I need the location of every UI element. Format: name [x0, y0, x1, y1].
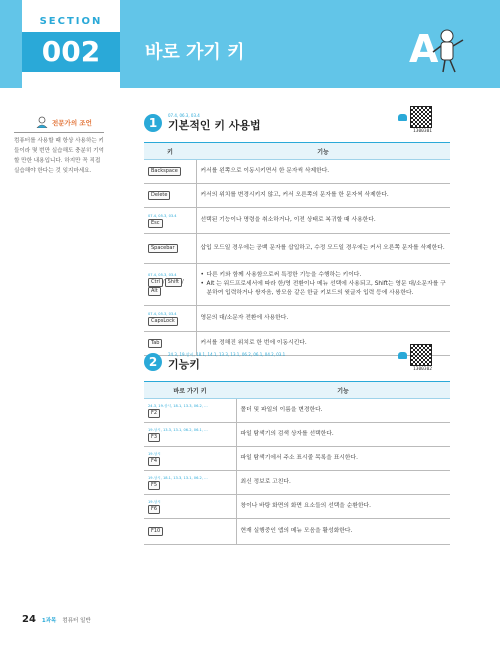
tip-text: 컴퓨터를 사용할 때 항상 사용하는 키들이라 몇 번만 실습해도 충분히 기억할 만한 내용입니다. 하지만 꼭 직접 실습해야 한다는 것 잊지마세요.	[14, 138, 104, 174]
row-desc: 커서를 정해진 위치로 한 번에 이동시킨다.	[196, 332, 450, 356]
tip-title: 전문가의 조언	[52, 118, 92, 127]
exam-ref: 07.4, 05.3, 03.4	[148, 213, 177, 218]
section-number: 002	[22, 32, 120, 72]
row-desc: 폴더 및 파일의 이름을 변경한다.	[236, 399, 450, 423]
list-item: • Alt 는 워드프로세서에 따라 한/영 전환이나 메뉴 선택에 사용되고, Shift는 영문 대/소문자를 구분하여 입력하거나 쌍자음, 쌍모음 같은 한글 키보드의 윗글자 입력 등에 사용한다.	[201, 280, 447, 298]
col-header-function: 기능	[196, 143, 450, 160]
key-cap: Shift	[165, 278, 182, 287]
table-row	[144, 495, 450, 519]
download-icon	[398, 114, 407, 121]
table-header	[144, 143, 450, 160]
section-2-qr[interactable]	[398, 344, 432, 372]
row-desc: 최신 정보로 고친다.	[236, 471, 450, 495]
col-header-key: 키	[144, 143, 196, 160]
key-cap: F4	[148, 457, 160, 466]
exam-ref: 19.상시	[148, 499, 161, 504]
row-desc: 커서의 위치를 변경시키지 않고, 커서 오른쪽의 문자를 한 문자씩 삭제한다.	[196, 184, 450, 208]
row-desc: 삽입 모드일 경우에는 공백 문자를 삽입하고, 수정 모드일 경우에는 커서 오른쪽 문자를 삭제한다.	[196, 234, 450, 264]
row-desc: 파일 탐색기의 검색 상자를 선택한다.	[236, 423, 450, 447]
section-1-ref: 07.4, 06.3, 03.4	[168, 113, 200, 118]
key-cap: Spacebar	[148, 244, 178, 253]
header-band	[0, 0, 500, 88]
expert-tip	[14, 116, 104, 176]
row-desc: 영문의 대/소문자 전환에 사용한다.	[196, 306, 450, 332]
table-row	[144, 423, 450, 447]
table-header	[144, 382, 450, 399]
svg-text:A: A	[409, 27, 439, 71]
key-cap: F5	[148, 481, 160, 490]
mascot-a-icon	[405, 22, 465, 78]
section-2-number: 2	[144, 353, 162, 371]
row-desc: 커서를 왼쪽으로 이동시키면서 한 문자씩 삭제한다.	[196, 160, 450, 184]
table-row	[144, 208, 450, 234]
page-number: 24	[22, 614, 36, 625]
table-row	[144, 399, 450, 423]
footer-subject: 컴퓨터 일반	[62, 618, 91, 624]
col-header-shortcut: 바로 가기 키	[144, 382, 236, 399]
key-cap: Ctrl	[148, 278, 163, 287]
table-row	[144, 184, 450, 208]
table-row: 07.4, 05.3, 03.4 Ctrl / Shift /Alt • 다른 키와 함께 사용함으로써 특정한 기능을 수행하는 키이다. • Alt 는 워드프로세서에 따라 한/영 전환이나 메뉴 선택에 사용되고, Shift는 영문 대/소문자를 구분하여 입력하거나 쌍자음, 쌍모음 같은 한글 키보드의 윗글자 입력 등에 사용한다.	[144, 264, 450, 306]
table-row	[144, 234, 450, 264]
key-cap: CapsLock	[148, 317, 178, 326]
section-1-title: 기본적인 키 사용법	[168, 119, 261, 132]
tip-divider	[14, 132, 104, 133]
row-desc: 선택된 기능이나 명령을 취소하거나, 이전 상태로 복귀할 때 사용한다.	[196, 208, 450, 234]
qr-code-icon	[410, 344, 432, 366]
table-row	[144, 519, 450, 545]
key-cap: F10	[148, 527, 163, 536]
row-desc: 파일 탐색기에서 주소 표시줄 목록을 표시한다.	[236, 447, 450, 471]
key-cap: Delete	[148, 191, 170, 200]
section-2-title: 기능키	[168, 358, 200, 371]
footer-part: 1과목	[41, 618, 57, 624]
exam-ref: 19.상시, 13.3, 13.1, 06.2, 06.1, …	[148, 427, 208, 432]
key-cap: F2	[148, 409, 160, 418]
bullet-list	[201, 271, 447, 298]
exam-ref: 07.4, 05.3, 03.4	[148, 311, 177, 316]
exam-ref: 19.상시, 18.1, 13.3, 13.1, 06.2, …	[148, 475, 208, 480]
download-icon	[398, 352, 407, 359]
key-cap: Esc	[148, 219, 163, 228]
row-desc: 창이나 바탕 화면의 화면 요소들의 선택을 순환한다.	[236, 495, 450, 519]
table-row	[144, 306, 450, 332]
qr-id: 1300301	[413, 129, 432, 134]
table-row	[144, 447, 450, 471]
section-1-qr[interactable]	[398, 106, 432, 134]
basic-keys-table	[144, 142, 450, 356]
table-row	[144, 160, 450, 184]
key-cap: Alt	[148, 287, 161, 296]
table-row	[144, 471, 450, 495]
section-1-heading	[144, 113, 261, 132]
function-keys-table	[144, 381, 450, 545]
section-2-heading	[144, 352, 285, 371]
page-footer	[22, 614, 91, 625]
col-header-function: 기능	[236, 382, 450, 399]
list-item: • 다른 키와 함께 사용함으로써 특정한 기능을 수행하는 키이다.	[201, 271, 447, 280]
expert-avatar-icon	[36, 116, 48, 128]
exam-ref: 07.4, 05.3, 03.4	[148, 273, 177, 277]
row-desc: 현재 실행중인 앱의 메뉴 모음을 활성화한다.	[236, 519, 450, 545]
exam-ref: 19.상시	[148, 451, 161, 456]
key-cap: F6	[148, 505, 160, 514]
key-cap: Tab	[148, 339, 162, 348]
exam-ref: 24.3, 19.상시, 18.1, 13.3, 06.2, …	[148, 403, 208, 408]
section-badge	[22, 0, 120, 88]
qr-code-icon	[410, 106, 432, 128]
page-title: 바로 가기 키	[145, 42, 245, 63]
section-2-ref: 24.3, 19.상시, 18.1, 14.1, 13.3, 13.1, 06.2, 06.1, 04.2, 03.1	[168, 352, 286, 357]
key-cap: F3	[148, 433, 160, 442]
section-label: SECTION	[39, 16, 103, 27]
section-1-number: 1	[144, 114, 162, 132]
qr-id: 1300302	[413, 367, 432, 372]
key-cap: Backspace	[148, 167, 181, 176]
tip-header	[36, 116, 104, 128]
